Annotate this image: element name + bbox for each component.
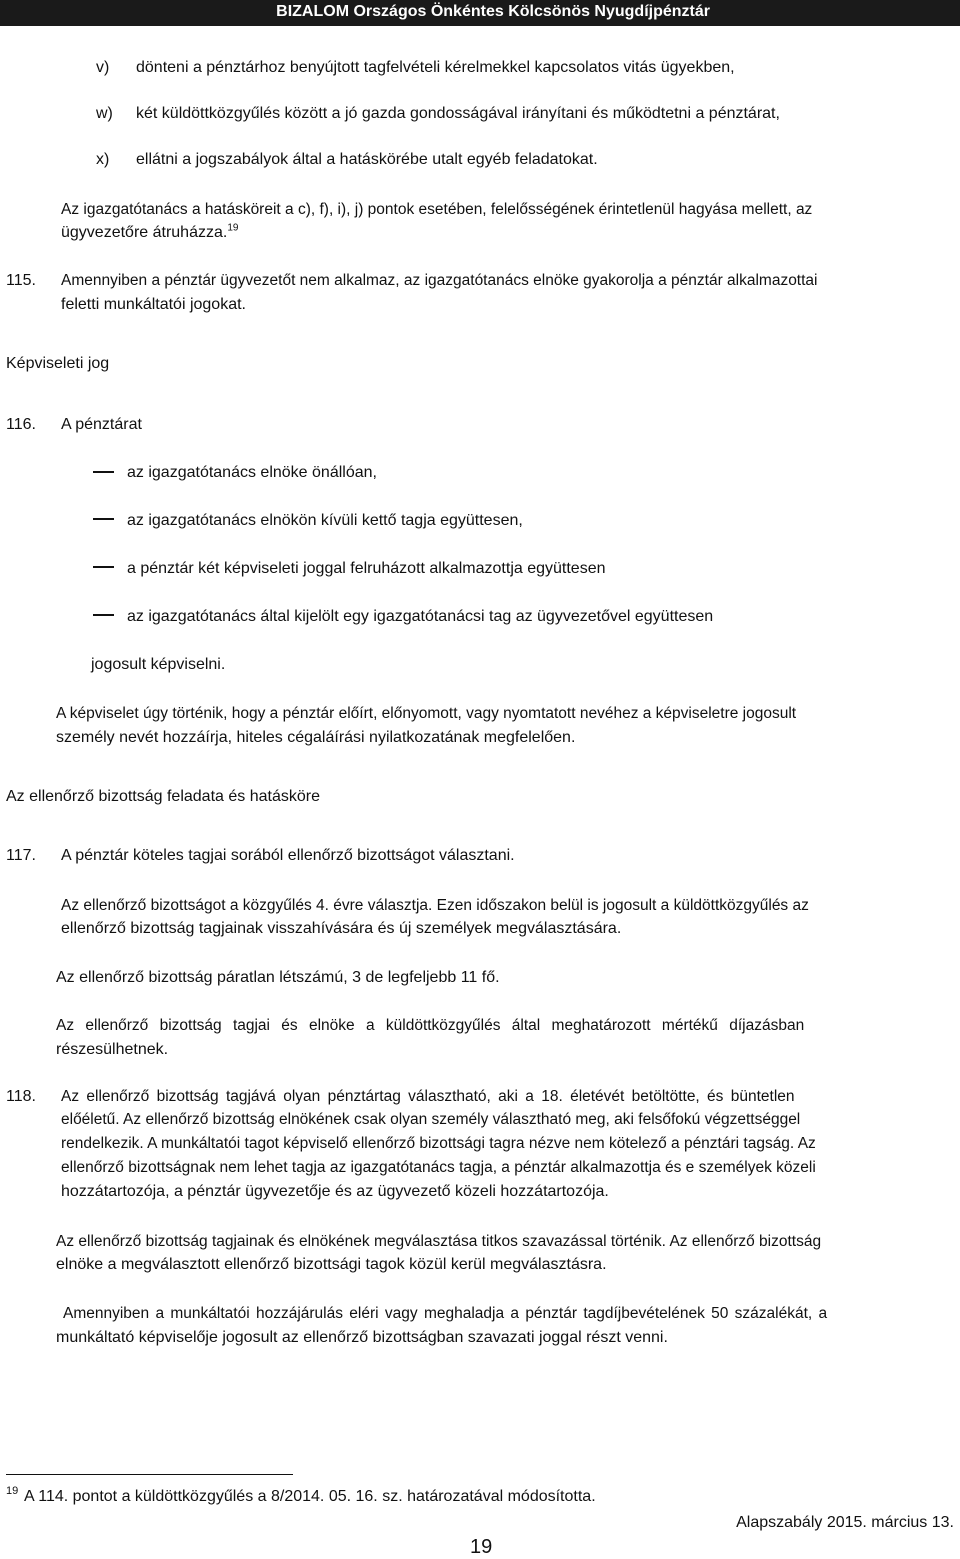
- p118-line: rendelkezik. A munkáltatói tagot képviselő ellenőrző bizottsági tagra nézve nem kötelező a pénztári tagság. Az: [61, 1135, 816, 1152]
- page-number: 19: [470, 1536, 493, 1558]
- p116-intro: A pénztárat: [61, 416, 142, 433]
- dash-bullet-icon: [93, 471, 114, 473]
- p117-line: A pénztár köteles tagjai sorából ellenőrző bizottságot választani.: [61, 847, 515, 864]
- section-heading-supervisory: Az ellenőrző bizottság feladata és hatásköre: [6, 788, 320, 805]
- list-item-text: ellátni a jogszabályok által a hatáskörébe utalt egyéb feladatokat.: [136, 151, 598, 168]
- list-item-label: x): [96, 151, 110, 168]
- dash-bullet-icon: [93, 518, 114, 520]
- delegation-line-2: ügyvezetőre átruházza.$^{19}$: [61, 222, 239, 241]
- footer-date: Alapszabály 2015. március 13.: [736, 1514, 954, 1531]
- p117-elect-line-2: ellenőrző bizottság tagjainak visszahívására és új személyek megválasztására.: [61, 920, 622, 937]
- p116-signature-line-1: A képviselet úgy történik, hogy a pénztár előírt, előnyomott, vagy nyomtatott nevéhez a képviseletre jogosult: [56, 705, 797, 722]
- dash-list-item: az igazgatótanács elnökön kívüli kettő tagja együttesen,: [127, 512, 523, 529]
- list-item-label: v): [96, 59, 110, 76]
- p115-line-1: Amennyiben a pénztár ügyvezetőt nem alkalmaz, az igazgatótanács elnöke gyakorolja a pénztár alkalmazottai: [61, 272, 818, 289]
- section-heading-representation: Képviseleti jog: [6, 355, 110, 372]
- header-bar: [0, 0, 960, 26]
- footnote-text: A 114. pontot a küldöttközgyűlés a 8/2014. 05. 16. sz. határozatával módosította.: [24, 1488, 596, 1505]
- p117-fee-line-1: Az ellenőrző bizottság tagjai és elnöke a küldöttközgyűlés által meghatározott mértékű díjazásban: [56, 1017, 805, 1034]
- footnote-reference[interactable]: 19: [227, 222, 239, 234]
- list-item-text: két küldöttközgyűlés között a jó gazda gondosságával irányítani és működtetni a pénztárat,: [136, 105, 780, 122]
- p118-line: előéletű. Az ellenőrző bizottság elnökének csak olyan személy választható meg, aki felsőfokú végzettséggel: [61, 1111, 801, 1128]
- list-item-text: dönteni a pénztárhoz benyújtott tagfelvételi kérelmekkel kapcsolatos vitás ügyekben,: [136, 59, 735, 76]
- footnote-separator: [6, 1474, 293, 1475]
- paragraph-number-116: 116.: [6, 416, 36, 433]
- p116-signature-line-2: személy nevét hozzáírja, hiteles cégaláírási nyilatkozatának megfelelően.: [56, 729, 576, 746]
- p118-secret-line-2: elnöke a megválasztott ellenőrző bizottsági tagok közül kerül megválasztásra.: [56, 1256, 607, 1273]
- p115-line-2: feletti munkáltatói jogokat.: [61, 296, 246, 313]
- list-item-label: w): [96, 105, 113, 122]
- dash-list-item: a pénztár két képviseleti joggal felruházott alkalmazottja együttesen: [127, 560, 606, 577]
- paragraph-number-115: 115.: [6, 272, 36, 289]
- p118-secret-line-1: Az ellenőrző bizottság tagjainak és elnökének megválasztása titkos szavazással történik. Az ellenőrző bizottság: [56, 1233, 822, 1250]
- p117-fee-line-2: részesülhetnek.: [56, 1041, 169, 1058]
- dash-list-item: az igazgatótanács által kijelölt egy igazgatótanácsi tag az ügyvezetővel együttesen: [127, 608, 714, 625]
- p118-line: Az ellenőrző bizottság tagjává olyan pénztártag választható, aki a 18. életévét betöltötte, és büntetlen: [61, 1088, 795, 1105]
- p118-employer-line-1: Amennyiben a munkáltatói hozzájárulás eléri vagy meghaladja a pénztár tagdíjbevételének 50 százalékát, a: [63, 1305, 828, 1322]
- dash-bullet-icon: [93, 566, 114, 568]
- footnote-number: 19: [6, 1485, 19, 1497]
- p116-closing: jogosult képviselni.: [91, 656, 226, 673]
- dash-list-item: az igazgatótanács elnöke önállóan,: [127, 464, 377, 481]
- delegation-line-1: Az igazgatótanács a hatásköreit a c), f), i), j) pontok esetében, felelősségének érintetlenül hagyása mellett, az: [61, 201, 813, 218]
- dash-bullet-icon: [93, 614, 114, 616]
- paragraph-number-117: 117.: [6, 847, 36, 864]
- p118-line: hozzátartozója, a pénztár ügyvezetője és az ügyvezető közeli hozzátartozója.: [61, 1183, 609, 1200]
- header-title: BIZALOM Országos Önkéntes Kölcsönös Nyugdíjpénztár: [276, 3, 710, 20]
- p118-line: ellenőrző bizottságnak nem lehet tagja az igazgatótanács tagja, a pénztár alkalmazottja és e személyek közeli: [61, 1159, 816, 1176]
- paragraph-number-118: 118.: [6, 1088, 36, 1105]
- p117-size-line: Az ellenőrző bizottság páratlan létszámú, 3 de legfeljebb 11 fő.: [56, 969, 500, 986]
- p118-employer-line-2: munkáltató képviselője jogosult az ellenőrző bizottságban szavazati joggal részt venni.: [56, 1329, 668, 1346]
- p117-elect-line-1: Az ellenőrző bizottságot a közgyűlés 4. évre választja. Ezen időszakon belül is jogosult a küldöttközgyűlés az: [61, 897, 809, 914]
